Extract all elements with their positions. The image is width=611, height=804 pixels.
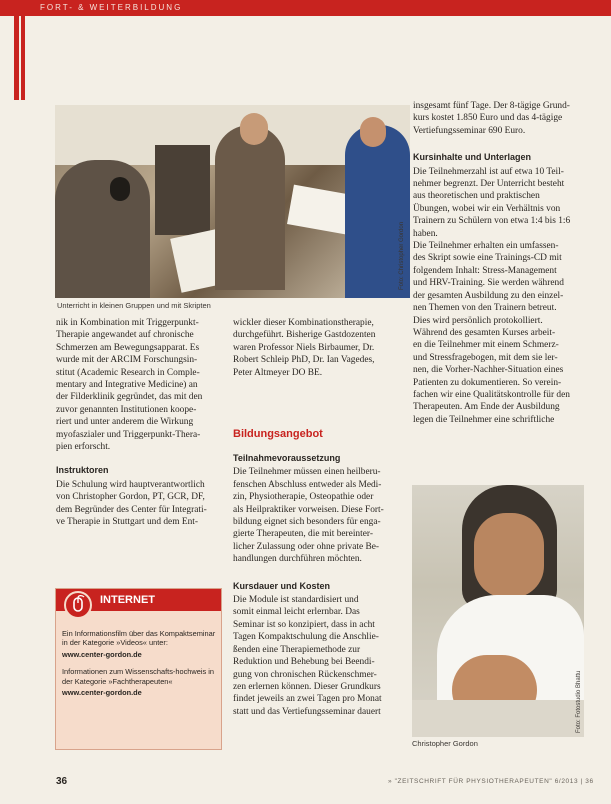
heading-kursinhalte: Kursinhalte und Unterlagen: [413, 152, 532, 163]
portrait-credit: Foto: Fotostudio Bhattu: [576, 670, 582, 733]
col3-line: Vertiefungsseminar 690 Euro.: [413, 125, 526, 136]
col2-line: gierte Therapeuten, die mit bereinter-: [233, 529, 373, 540]
col3-line: Die Teilnehmer erhalten ein umfassen-: [413, 241, 559, 252]
internet-link-2[interactable]: www.center-gordon.de: [62, 688, 142, 698]
col1-line: von Christopher Gordon, PT, GCR, DF,: [56, 492, 205, 503]
col2-line: findet jeweils an zwei Tagen pro Monat: [233, 694, 382, 705]
portrait-caption: Christopher Gordon: [412, 739, 478, 748]
col3-line: fachen wir eine Qualitätskontrolle für den: [413, 389, 570, 400]
column-2-section-teilnahme: [233, 452, 401, 718]
col2-line: statt und das Vertiefungsseminar dauert: [233, 706, 381, 717]
col3-line: Trainern zu Schülern von etwa 1:4 bis 1:6: [413, 216, 571, 227]
col1-line: Therapie angewandet auf chronische: [56, 330, 194, 341]
col3-line: nehmer begrenzt. Der Unterricht besteht: [413, 179, 565, 190]
mouse-icon: [64, 591, 92, 619]
col1-line: nik in Kombination mit Triggerpunkt-: [56, 318, 199, 328]
col2-line: Seminar ist so konzipiert, dass in acht: [233, 619, 375, 630]
col2-line: somit einmal leicht erlernbar. Das: [233, 607, 360, 618]
heading-instruktoren: Instruktoren: [56, 465, 109, 476]
col2-line: zen erlernen können. Dieser Grundkurs: [233, 681, 381, 692]
col3-line: und HRV-Training. Sie werden während: [413, 278, 564, 289]
col2-line: durchgeführt. Bisherige Gastdozenten: [233, 330, 376, 341]
internet-text-1: Ein Informationsfilm über das Kompaktseminar in der Kategorie »Videos« unter:: [62, 629, 216, 648]
col2-line: handlungen durchführen möchten.: [233, 554, 362, 565]
col2-line: fenschen Abschluss entweder als Medi-: [233, 479, 382, 490]
col3-line: Übungen, wobei wir ein Verhältnis von: [413, 203, 561, 214]
col3-line: insgesamt fünf Tage. Der 8-tägige Grund-: [413, 101, 570, 111]
heading-kursdauer: Kursdauer und Kosten: [233, 580, 331, 591]
col2-line: Tagen Kompaktschulung die Anschlie-: [233, 632, 379, 643]
internet-link-1[interactable]: www.center-gordon.de: [62, 649, 142, 659]
col2-line: wickler dieser Kombinationstherapie,: [233, 318, 374, 328]
col2-line: bildung eignet sich besonders für enga-: [233, 517, 381, 528]
col1-line: riert und unter anderem die Wirkung: [56, 417, 194, 428]
column-3: [413, 100, 585, 426]
col3-line: kurs kostet 1.850 Euro und das 4-tägige: [413, 113, 563, 124]
col3-line: folgendem Inhalt: Stress-Management: [413, 265, 557, 276]
col3-line: haben.: [413, 228, 438, 239]
column-1: [56, 317, 220, 529]
col2-line: licher Zulassung oder ohne private Be-: [233, 541, 380, 552]
left-accent-bar-2: [21, 0, 25, 100]
internet-box-title: INTERNET: [56, 589, 221, 611]
col1-line: mentary and Integrative Medicine) an: [56, 380, 198, 391]
col2-line: zin, Physiotherapie, Osteopathie oder: [233, 492, 374, 503]
col3-line: Dies wird persönlich protokolliert.: [413, 315, 543, 326]
col3-line: legen die Teilnehmer eine schriftliche: [413, 414, 555, 425]
col3-line: nen Themen von den Trainern betreut.: [413, 303, 557, 314]
heading-teilnahme: Teilnahmevoraussetzung: [233, 453, 341, 463]
section-label: FORT- & WEITERBILDUNG: [40, 3, 183, 12]
classroom-photo-credit: Foto: Christopher Gordon: [399, 221, 405, 290]
col1-line: stitut (Academic Research in Comple-: [56, 367, 200, 378]
col2-line: Peter Altmeyer DO BE.: [233, 367, 323, 378]
internet-info-box: [55, 588, 222, 750]
col1-line: ve Therapie in Stuttgart und dem Ent-: [56, 517, 198, 528]
classroom-photo: [55, 105, 410, 298]
col3-line: Die Teilnehmerzahl ist auf etwa 10 Teil-: [413, 166, 564, 177]
col3-line: der gesamten Ausbildung zu den einzel-: [413, 290, 564, 301]
col1-line: myofaszialer und Triggerpunkt-Thera-: [56, 429, 201, 440]
col2-line: als Heilpraktiker vorweisen. Diese Fort-: [233, 504, 384, 515]
column-2: [233, 317, 401, 379]
col3-line: Patienten zu dokumentieren. So verein-: [413, 377, 562, 388]
col3-line: Während des gesamten Kurses arbeit-: [413, 327, 556, 338]
col3-line: en die Teilnehmer mit einem Schmerz-: [413, 340, 559, 351]
portrait-photo: [412, 485, 584, 737]
col1-line: Die Schulung wird hauptverantwortlich: [56, 479, 205, 490]
col1-line: der Filderklinik gegründet, das mit den: [56, 392, 203, 403]
col1-line: zuvor genannten Institutionen koope-: [56, 404, 197, 415]
page-number: 36: [56, 776, 68, 787]
col2-line: Reduktion und Behebung bei Beendi-: [233, 657, 375, 668]
internet-box-body: [62, 629, 217, 705]
col3-line: und Stressfragebogen, mit dem sie ler-: [413, 352, 558, 363]
col3-line: nen, die Vorher-Nachher-Situation eines: [413, 365, 564, 376]
col2-line: waren Professor Niels Birbaumer, Dr.: [233, 342, 375, 353]
col1-line: dem Begründer des Center für Integrati-: [56, 504, 207, 515]
col1-line: Schmerzen am Bewegungsapparat. Es: [56, 342, 200, 353]
col3-line: des Skript sowie eine Trainings-CD mit: [413, 253, 562, 264]
classroom-photo-caption: Unterricht in kleinen Gruppen und mit Skripten: [57, 301, 211, 310]
col2-line: Robert Schleip PhD, Dr. Ian Vagedes,: [233, 355, 375, 366]
col2-line: ßenden eine Therapiemethode zur: [233, 644, 361, 655]
col3-line: Therapeuten. Am Ende der Ausbildung: [413, 402, 560, 413]
col2-line: gung von chronischen Rückenschmer-: [233, 669, 377, 680]
col2-line: Die Module ist standardisiert und: [233, 595, 359, 606]
col1-line: pien erforscht.: [56, 442, 111, 453]
col3-line: aus theoretischen und praktischen: [413, 191, 540, 202]
heading-bildungsangebot: Bildungsangebot: [233, 428, 323, 440]
left-accent-bar: [14, 0, 19, 100]
col1-line: wurde mit der ARCIM Forschungsin-: [56, 355, 198, 366]
col2-line: Die Teilnehmer müssen einen heilberu-: [233, 467, 381, 478]
journal-footer: » "ZEITSCHRIFT FÜR PHYSIOTHERAPEUTEN" 6/2013 | 36: [388, 778, 594, 785]
internet-text-2: Informationen zum Wissenschafts-hochweis in der Kategorie »Fachtherapeuten«: [62, 667, 214, 686]
